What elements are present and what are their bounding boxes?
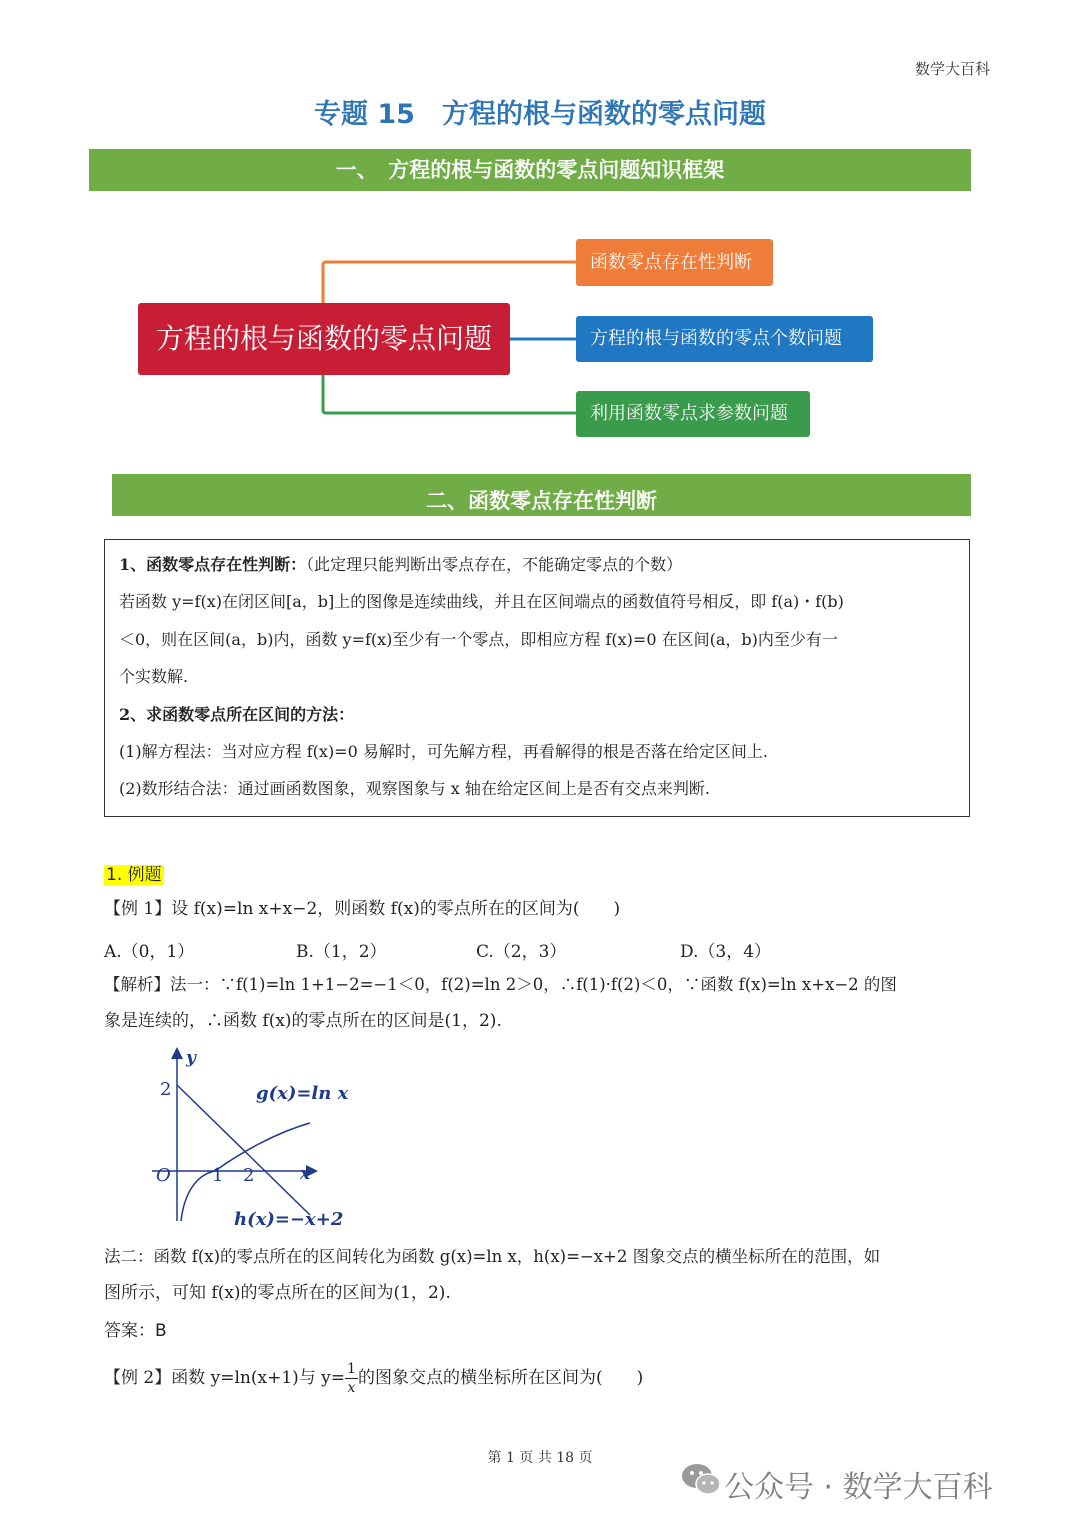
fraction-denominator: x bbox=[347, 1380, 356, 1396]
fraction-numerator: 1 bbox=[347, 1361, 356, 1377]
y-tick-2: 2 bbox=[160, 1079, 172, 1100]
x-tick-2: 2 bbox=[243, 1165, 255, 1186]
connector-branch-3 bbox=[323, 375, 576, 413]
origin-label: O bbox=[156, 1165, 171, 1186]
example-1-solution-line1: 【解析】法一：∵f(1)=ln 1+1−2=−1＜0，f(2)=ln 2＞0，∴f(1)·f(2)＜0，∵函数 f(x)=ln x+x−2 的图 bbox=[104, 975, 897, 994]
example-1-option-d: D.（3，4） bbox=[680, 942, 772, 962]
y-axis-label: y bbox=[186, 1048, 196, 1068]
example-2-fraction bbox=[345, 1360, 358, 1397]
knowledge-p2-line2: (2)数形结合法：通过画函数图象，观察图象与 x 轴在给定区间上是否有交点来判断. bbox=[119, 779, 710, 799]
example-1-answer: 答案：B bbox=[104, 1321, 167, 1341]
section-2-banner: 二、函数零点存在性判断 bbox=[112, 474, 971, 516]
example-2-question-post: 的图象交点的横坐标所在区间为( ) bbox=[357, 1368, 644, 1388]
mindmap-branch-3: 利用函数零点求参数问题 bbox=[576, 391, 810, 437]
h-line bbox=[177, 1085, 310, 1215]
example-1-option-a: A.（0，1） bbox=[104, 942, 195, 962]
wechat-icon bbox=[680, 1460, 722, 1498]
knowledge-p1-line1: 若函数 y=f(x)在闭区间[a，b]上的图像是连续曲线，并且在区间端点的函数值符号相反，即 f(a)・f(b) bbox=[119, 592, 844, 612]
mindmap-connectors bbox=[0, 0, 1080, 470]
mindmap-main-node: 方程的根与函数的零点问题 bbox=[138, 303, 510, 375]
example-1-option-b: B.（1，2） bbox=[296, 942, 387, 962]
example-1-option-c: C.（2，3） bbox=[476, 942, 567, 962]
header-source: 数学大百科 bbox=[914, 60, 990, 78]
function-graph bbox=[140, 1045, 380, 1235]
examples-heading-text: 1. 例题 bbox=[106, 865, 162, 885]
example-2-question bbox=[104, 1360, 643, 1398]
section-1-banner: 一、 方程的根与函数的零点问题知识框架 bbox=[89, 149, 971, 191]
x-axis-label: x bbox=[300, 1164, 311, 1184]
x-tick-1: 1 bbox=[212, 1165, 224, 1186]
knowledge-box bbox=[104, 539, 970, 817]
connector-branch-1 bbox=[323, 262, 576, 303]
knowledge-p1-line2: ＜0，则在区间(a，b)内，函数 y=f(x)至少有一个零点，即相应方程 f(x)=0 在区间(a，b)内至少有一 bbox=[119, 629, 838, 649]
example-1-solution-line2: 象是连续的，∴函数 f(x)的零点所在的区间是(1，2). bbox=[104, 1011, 502, 1031]
example-2-question-pre: 【例 2】函数 y=ln(x+1)与 y= bbox=[104, 1368, 346, 1388]
knowledge-p2-line1: (1)解方程法：当对应方程 f(x)=0 易解时，可先解方程，再看解得的根是否落在给定区间上. bbox=[119, 742, 768, 762]
knowledge-p1-title bbox=[119, 546, 955, 583]
page-title: 专题 15 方程的根与函数的零点问题 bbox=[314, 99, 766, 130]
knowledge-p1-line3: 个实数解. bbox=[119, 667, 189, 687]
mindmap-branch-2: 方程的根与函数的零点个数问题 bbox=[576, 316, 873, 362]
g-label: g(x)=ln x bbox=[256, 1083, 349, 1104]
h-label: h(x)=−x+2 bbox=[234, 1209, 344, 1230]
examples-heading bbox=[104, 860, 164, 885]
mindmap-branch-1: 函数零点存在性判断 bbox=[576, 239, 773, 286]
example-1-question: 【例 1】设 f(x)=ln x+x−2，则函数 f(x)的零点所在的区间为( ) bbox=[104, 899, 621, 919]
example-1-method2-line1: 法二：函数 f(x)的零点所在的区间转化为函数 g(x)=ln x，h(x)=−x+2 图象交点的横坐标所在的范围，如 bbox=[104, 1247, 881, 1266]
example-1-method2-line2: 图所示，可知 f(x)的零点所在的区间为(1，2). bbox=[104, 1283, 451, 1303]
watermark-text: 公众号 · 数学大百科 bbox=[724, 1470, 993, 1505]
knowledge-p2-head: 2、求函数零点所在区间的方法： bbox=[119, 704, 355, 724]
knowledge-p1-note: （此定理只能判断出零点存在，不能确定零点的个数） bbox=[306, 555, 683, 574]
page-number: 第 1 页 共 18 页 bbox=[487, 1450, 593, 1466]
knowledge-p1-head: 1、函数零点存在性判断： bbox=[119, 555, 307, 574]
